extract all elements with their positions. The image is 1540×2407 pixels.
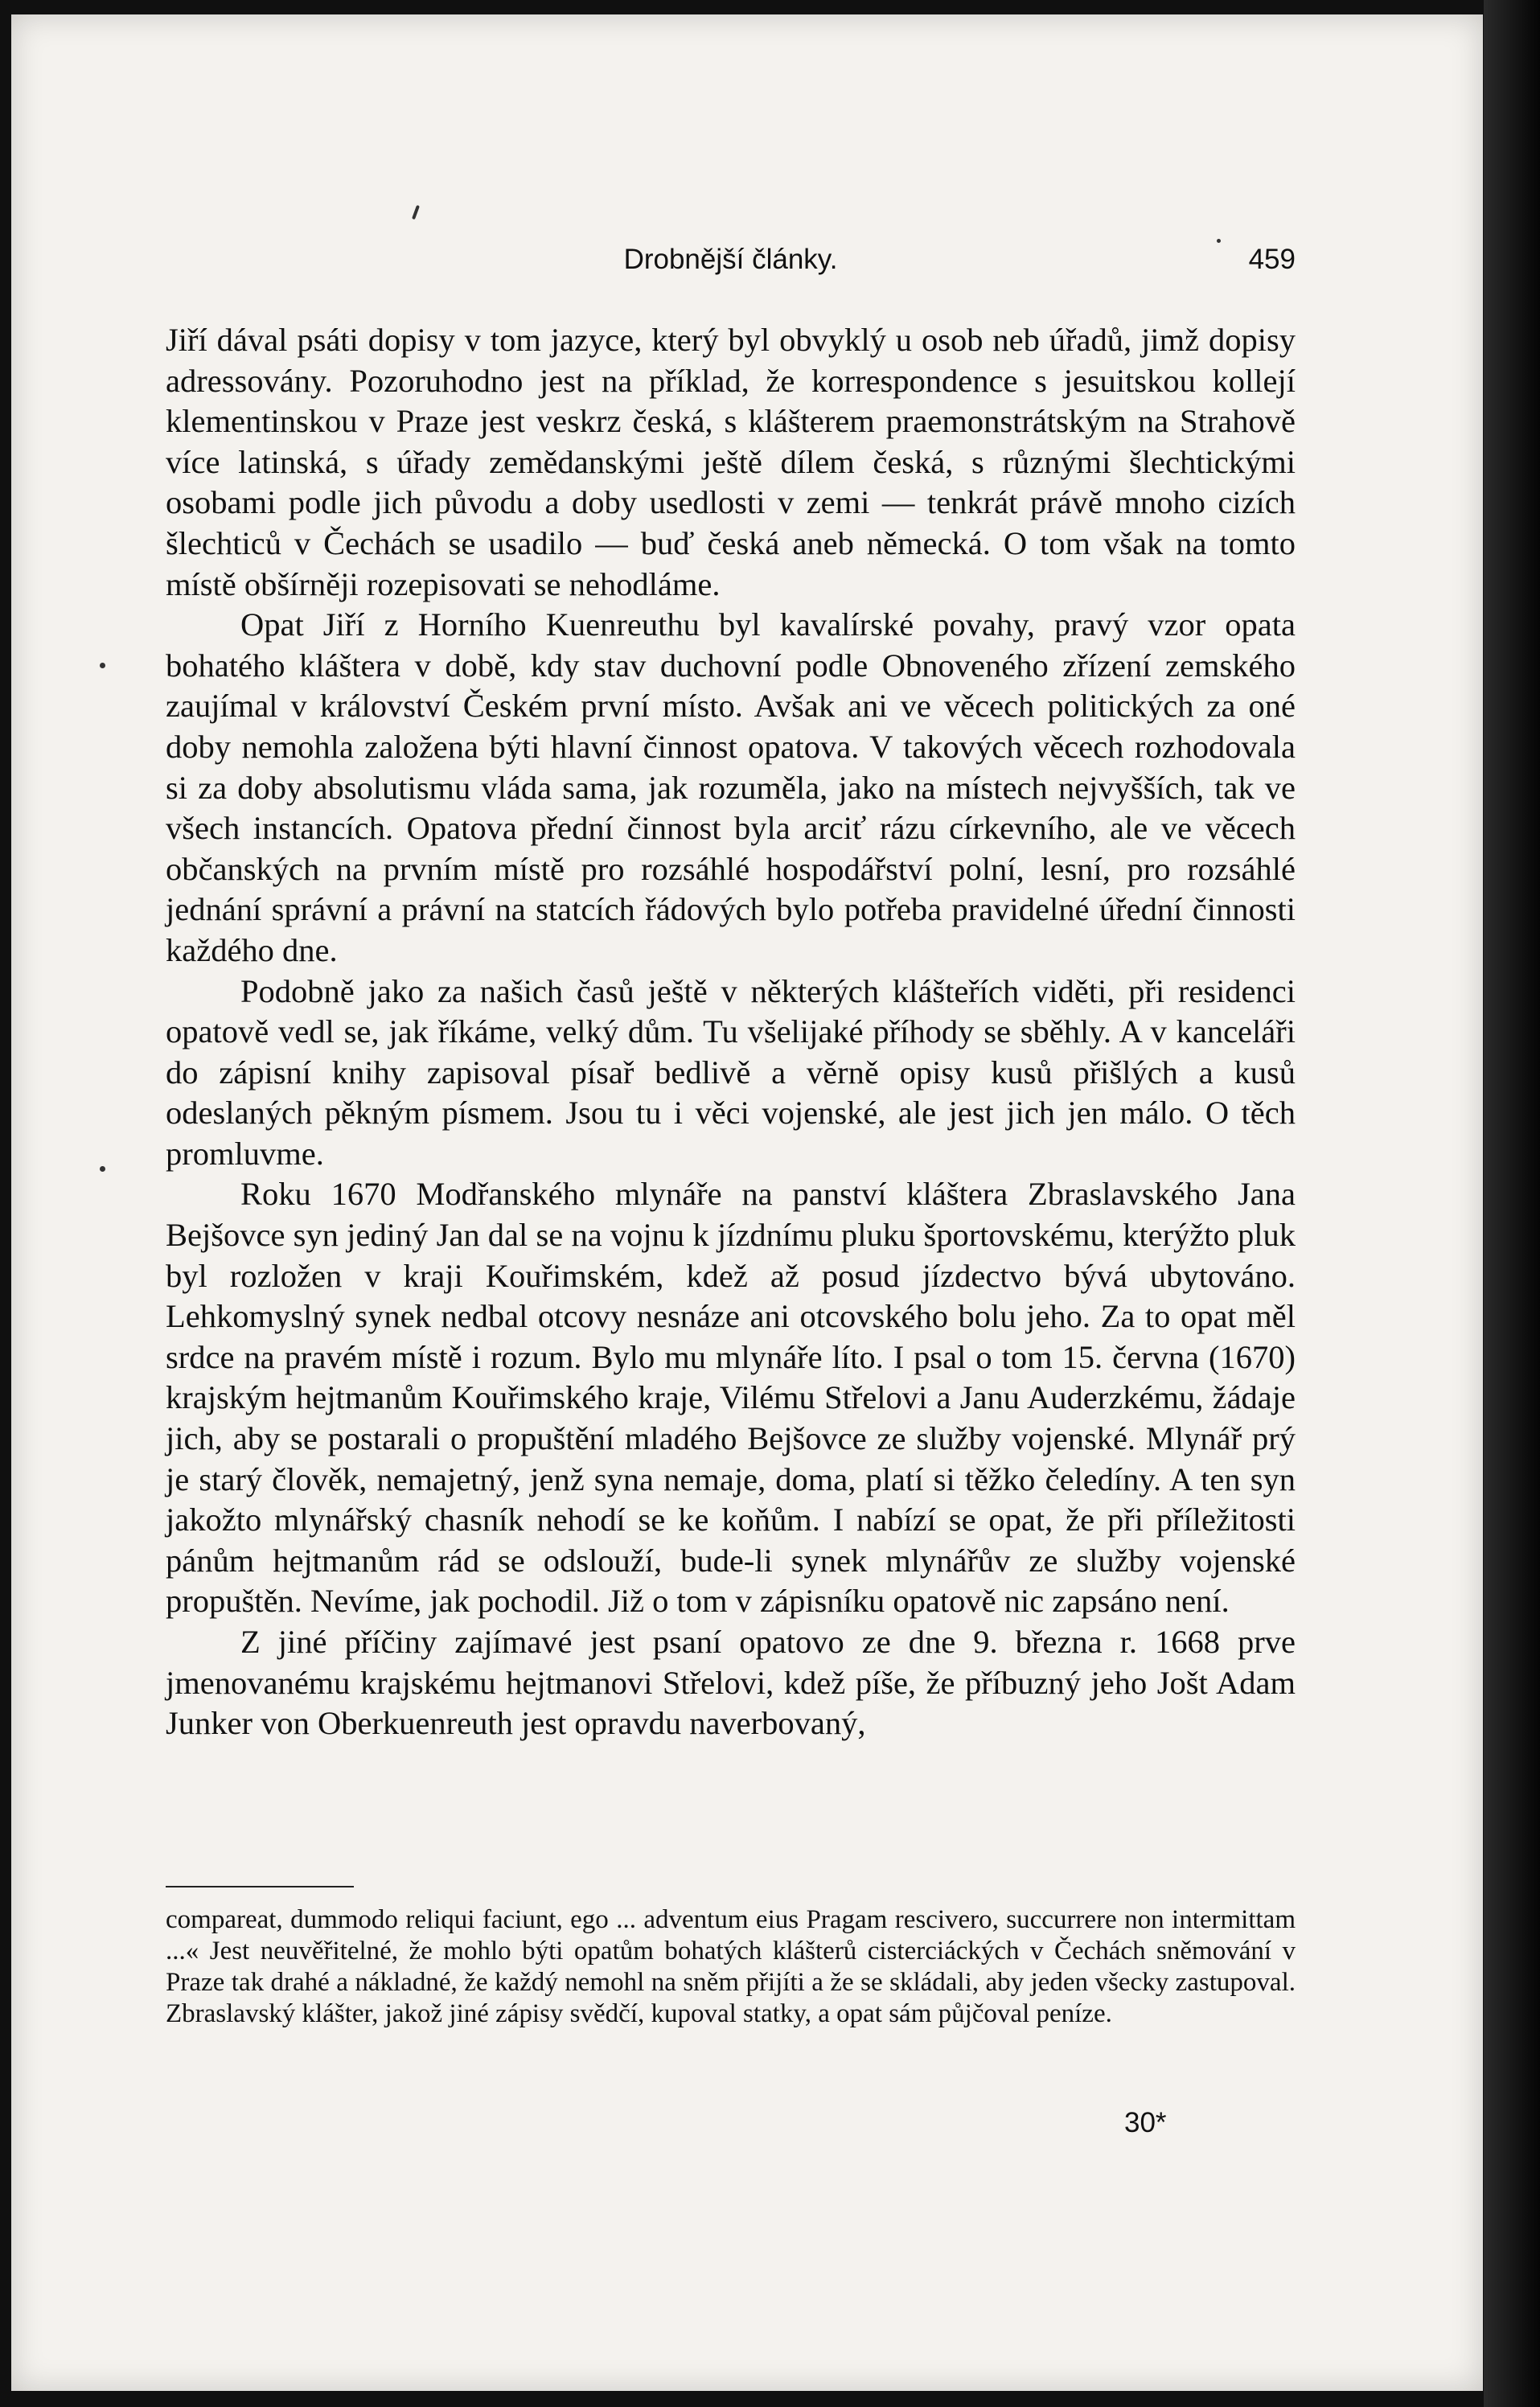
body-text: [166, 320, 1296, 1744]
running-head: [166, 244, 1296, 284]
signature-mark: 30*: [1124, 2107, 1167, 2138]
scan-speck: [100, 663, 105, 668]
paragraph-5: Z jiné příčiny zajímavé jest psaní opatovo ze dne 9. března r. 1668 prve jmenovanému krajskému hejtmanovi Střelovi, kdež píše, že příbuzný jeho Jošt Adam Junker von Oberkuenreuth jest opravdu naverbovaný,: [166, 1624, 1296, 1742]
footnote-divider: [166, 1886, 354, 1887]
scan-speck: [100, 1166, 105, 1172]
paragraph-1: Jiří dával psáti dopisy v tom jazyce, který byl obvyklý u osob neb úřadů, jimž dopisy adressovány. Pozoruhodno jest na příklad, že korrespondence s jesuitskou kollejí klementinskou v Praze jest veskrz česká, s klášterem praemonstrátským na Strahově více latinská, s úřady zemědanskými ještě dílem česká, s různými šlechtickými osobami podle jich původu a doby usedlosti v zemi — tenkrát právě mnoho cizích šlechticů v Čechách se usadilo — buď česká aneb německá. O tom však na tomto místě obšírněji rozepisovati se nehodláme.: [166, 322, 1296, 602]
scan-speck: [1217, 239, 1221, 243]
footnote: compareat, dummodo reliqui faciunt, ego ... adventum eius Pragam rescivero, succurrere non intermittam ...« Jest neuvěřitelné, že mohlo býti opatům bohatých klášterů cisterciáckých v Čechách sněmování v Praze tak drahé a nákladné, že každý nemohl na sněm přijíti a že se skládali, aby jeden všecky zastupoval. Zbraslavský klášter, jakož jiné zápisy svědčí, kupoval statky, a opat sám půjčoval peníze.: [166, 1905, 1296, 2028]
page-number: 459: [1248, 244, 1296, 275]
paragraph-2: Opat Jiří z Horního Kuenreuthu byl kavalírské povahy, pravý vzor opata bohatého kláštera v době, kdy stav duchovní podle Obnoveného zřízení zemského zaujímal v království Českém první místo. Avšak ani ve věcech politických za oné doby nemohla založena býti hlavní činnost opatova. V takových věcech rozhodovala si za doby absolutismu vláda sama, jak rozuměla, jako na místech nejvyšších, tak ve všech instancích. Opatova přední činnost byla arciť rázu církevního, ale ve věcech občanských na prvním místě pro rozsáhlé hospodářství polní, lesní, pro rozsáhlé jednání správní a právní na statcích řádových bylo potřeba pravidelné úřední činnosti každého dne.: [166, 606, 1296, 968]
paragraph-3: Podobně jako za našich časů ještě v některých klášteřích viděti, při residenci opatově vedl se, jak říkáme, velký dům. Tu všelijaké příhody se sběhly. A v kanceláři do zápisní knihy zapisoval písař bedlivě a věrně opisy kusů přišlých a kusů odeslaných pěkným písmem. Jsou tu i věci vojenské, ale jest jich jen málo. O těch promluvme.: [166, 972, 1296, 1172]
running-title: Drobnější články.: [623, 244, 838, 275]
scan-edge-shadow: [1484, 0, 1540, 2407]
paragraph-4: Roku 1670 Modřanského mlynáře na panství kláštera Zbraslavského Jana Bejšovce syn jediný Jan dal se na vojnu k jízdnímu pluku športovskému, kterýžto pluk byl rozložen v kraji Kouřimském, kdež až posud jízdectvo bývá ubytováno. Lehkomyslný synek nedbal otcovy nesnáze ani otcovského bolu jeho. Za to opat měl srdce na pravém místě i rozum. Bylo mu mlynáře líto. I psal o tom 15. června (1670) krajským hejtmanům Kouřimského kraje, Vilému Střelovi a Janu Auderzkému, žádaje jich, aby se postarali o propuštění mladého Bejšovce ze služby vojenské. Mlynář prý je starý člověk, nemajetný, jenž syna nemaje, doma, platí si těžko čeledíny. A ten syn jakožto mlynářský chasník nehodí se ke koňům. I nabízí se opat, že při příležitosti pánům hejtmanům rád se odslouží, bude-li synek mlynářův ze služby vojenské propuštěn. Nevíme, jak pochodil. Již o tom v zápisníku opatově nic zapsáno není.: [166, 1176, 1296, 1620]
